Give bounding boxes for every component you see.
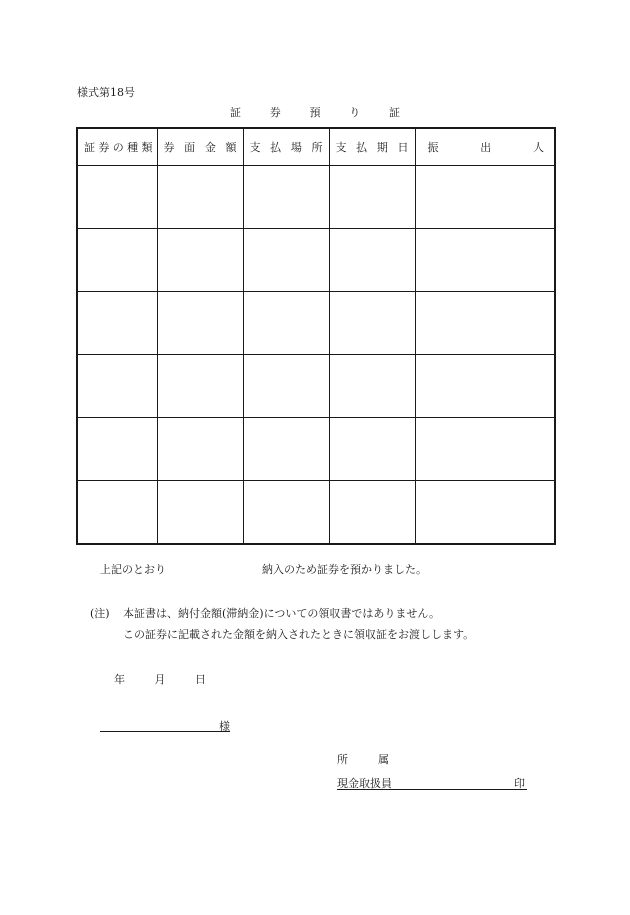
table-cell — [77, 481, 157, 545]
table-cell — [329, 229, 415, 292]
table-cell — [243, 292, 329, 355]
table-row — [77, 229, 555, 292]
affiliation-char: 属 — [378, 753, 389, 766]
statement-lead: 上記のとおり — [100, 563, 166, 576]
table-cell — [243, 481, 329, 545]
title-char: 証 — [389, 106, 400, 119]
cashier-line — [337, 776, 527, 790]
date-day-label: 日 — [195, 673, 206, 686]
table-cell — [77, 292, 157, 355]
table-row — [77, 481, 555, 545]
table-cell — [329, 166, 415, 229]
table-row — [77, 292, 555, 355]
title-char: り — [349, 106, 361, 119]
title-char: 券 — [269, 106, 281, 119]
table-header-row — [77, 128, 555, 166]
received-statement — [100, 561, 427, 577]
table-row — [77, 355, 555, 418]
form-number: 様式第18号 — [77, 86, 135, 99]
table-cell — [77, 418, 157, 481]
securities-table — [76, 127, 556, 545]
date-year-label: 年 — [114, 673, 125, 686]
note-line-1 — [90, 605, 440, 621]
table-cell — [157, 355, 243, 418]
cashier-label: 現金取扱員 — [337, 777, 392, 790]
table-cell — [243, 355, 329, 418]
seal-mark: 印 — [514, 777, 525, 790]
statement-tail: 納入のため証券を預かりました。 — [262, 563, 427, 576]
table-cell — [415, 355, 555, 418]
header-security-type: 証 券 の 種 類 — [77, 128, 157, 166]
table-cell — [243, 229, 329, 292]
header-face-amount: 券 面 金 額 — [157, 128, 243, 166]
table-cell — [329, 292, 415, 355]
header-drawer: 振 出 人 — [415, 128, 555, 166]
title-char: 証 — [230, 106, 241, 119]
table-cell — [329, 355, 415, 418]
header-payment-place: 支 払 場 所 — [243, 128, 329, 166]
table-cell — [329, 481, 415, 545]
table-cell — [157, 292, 243, 355]
table-cell — [157, 418, 243, 481]
table-cell — [415, 166, 555, 229]
document-title — [230, 104, 400, 120]
addressee-line — [100, 719, 230, 732]
table-cell — [77, 166, 157, 229]
date-line — [114, 671, 232, 687]
table-cell — [243, 418, 329, 481]
table-cell — [415, 481, 555, 545]
table-cell — [77, 355, 157, 418]
table-cell — [77, 229, 157, 292]
table-cell — [415, 292, 555, 355]
table-row — [77, 418, 555, 481]
title-char: 預 — [309, 106, 321, 119]
header-payment-date: 支 払 期 日 — [329, 128, 415, 166]
table-cell — [157, 166, 243, 229]
addressee-suffix: 様 — [219, 720, 230, 733]
table-cell — [243, 166, 329, 229]
note-text-1: 本証書は、納付金額(滞納金)についての領収書ではありません。 — [123, 607, 441, 620]
table-cell — [157, 229, 243, 292]
affiliation-char: 所 — [337, 753, 348, 766]
note-label: (注) — [90, 607, 110, 620]
date-month-label: 月 — [154, 673, 166, 686]
affiliation-line — [337, 751, 389, 767]
table-cell — [329, 418, 415, 481]
table-row — [77, 166, 555, 229]
table-cell — [157, 481, 243, 545]
note-line-2: この証券に記載された金額を納入されたときに領収証をお渡しします。 — [123, 628, 475, 641]
table-cell — [415, 418, 555, 481]
table-cell — [415, 229, 555, 292]
